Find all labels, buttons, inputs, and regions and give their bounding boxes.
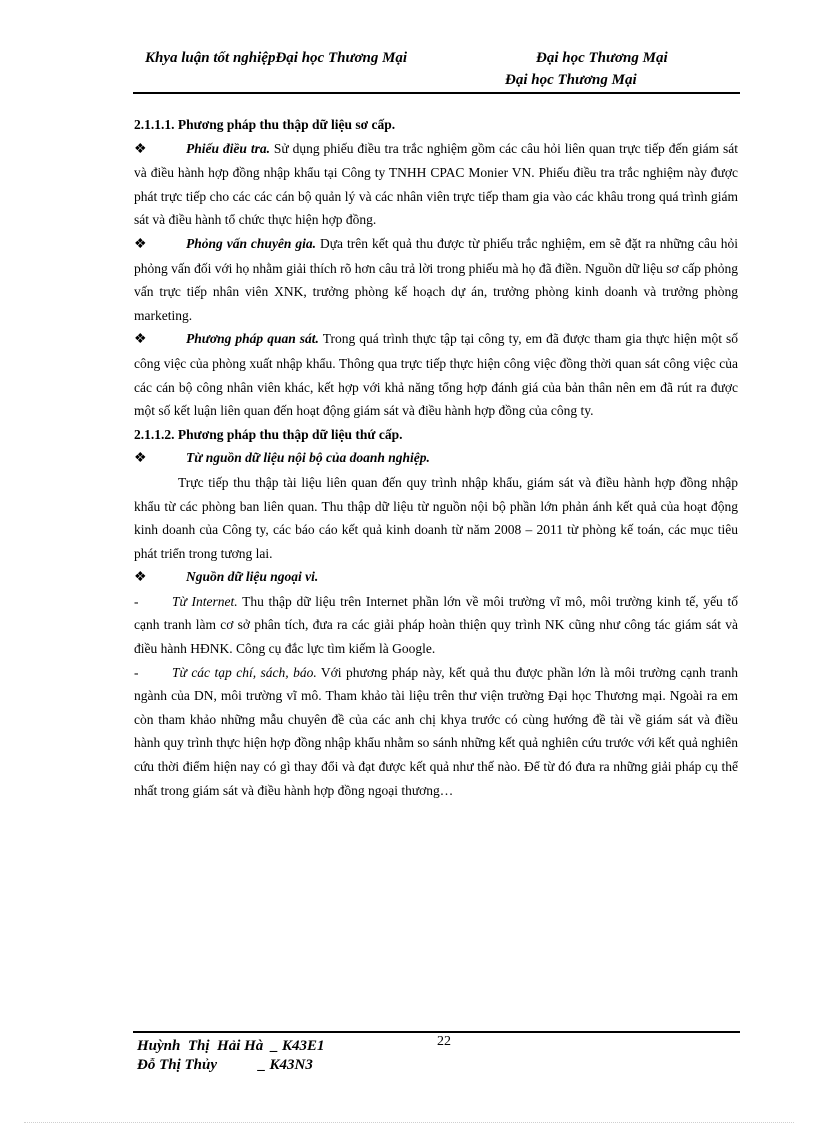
section-heading-primary-data: 2.1.1.1. Phương pháp thu thập dữ liệu sơ cấp. <box>134 117 396 132</box>
bullet-title-observation: Phương pháp quan sát. <box>186 331 319 347</box>
footer-author-2: Đỗ Thị Thủy _ K43N3 <box>137 1057 313 1073</box>
dash-title-internet: Từ Internet. <box>172 593 238 609</box>
footer-divider <box>133 1031 740 1033</box>
header-divider <box>133 92 740 94</box>
bullet-text-observation: Trong quá trình thực tập tại công ty, em đã được tham gia thực hiện một số công việc của phòng xuất nhập khẩu. Thông qua trực tiếp thực hiện công việc đồng thời quan sát công việc của các cán bộ công nhân viên khác, kết hợp với khả năng tổng hợp đánh giá của bản thân nên em đã rút ra được một số kết luận liên quan đến hoạt động giám sát và điều hành hợp đồng của công ty. <box>134 331 739 419</box>
bullet-paragraph-interview <box>134 232 738 327</box>
dash-paragraph-publications <box>134 661 738 803</box>
header-thesis-title: Khya luận tốt nghiệpĐại học Thương Mại <box>145 50 408 66</box>
diamond-bullet-icon: ❖ <box>134 451 147 467</box>
bullet-heading-external-source <box>134 565 738 590</box>
diamond-bullet-icon: ❖ <box>134 332 147 348</box>
bullet-title-survey: Phiếu điều tra. <box>186 140 270 156</box>
bullet-title-internal-source: Từ nguồn dữ liệu nội bộ của doanh nghiệp. <box>186 450 430 466</box>
dash-bullet: - <box>134 593 139 609</box>
dash-paragraph-internet <box>134 590 738 661</box>
diamond-bullet-icon: ❖ <box>134 236 147 252</box>
page-number: 22 <box>437 1034 451 1049</box>
paragraph-internal-source: Trực tiếp thu thập tài liệu liên quan đến quy trình nhập khẩu, giám sát và điều hành hợp đồng nhập khẩu từ các phòng ban liên quan. Thu thập dữ liệu từ nguồn nội bộ phần lớn phản ánh kết quả của hoạt động kinh doanh của Công ty, các báo cáo kết quả kinh doanh từ năm 2008 – 2011 từ phòng kế toán, các mục tiêu phát triển trong tương lai. <box>134 474 738 561</box>
diamond-bullet-icon: ❖ <box>134 570 147 586</box>
bullet-paragraph-observation <box>134 327 738 422</box>
bullet-title-interview: Phỏng vấn chuyên gia. <box>186 235 317 251</box>
dash-text-internet: Thu thập dữ liệu trên Internet phần lớn về môi trường vĩ mô, môi trường kinh tế, yếu tố cạnh tranh làm cơ sở phân tích, đưa ra các giải pháp hoàn thiện quy trình NK cũng như công tác giám sát và điều hành HĐNK. Công cụ đắc lực tìm kiếm là Google. <box>134 593 738 657</box>
footer-author-1: Huỳnh Thị Hải Hà _ K43E1 <box>137 1038 325 1054</box>
bullet-heading-internal-source <box>134 446 738 471</box>
diamond-bullet-icon: ❖ <box>134 141 147 157</box>
header-university-line1: Đại học Thương Mại <box>536 50 668 66</box>
bullet-title-external-source: Nguồn dữ liệu ngoại vi. <box>186 569 319 585</box>
dash-bullet: - <box>134 664 139 680</box>
document-body <box>134 113 738 802</box>
bullet-text-survey: Sử dụng phiếu điều tra trắc nghiệm gồm các câu hỏi liên quan trực tiếp đến giám sát và điều hành hợp đồng nhập khẩu tại Công ty TNHH CPAC Monier VN. Phiếu điều tra trắc nghiệm này được phát trực tiếp cho các các cán bộ quản lý và các nhân viên trực tiếp tham gia vào các khâu trong quá trình giám sát và điều hành tổ chức thực hiện hợp đồng. <box>134 140 739 228</box>
bullet-paragraph-survey <box>134 137 738 232</box>
dash-title-publications: Từ các tạp chí, sách, báo. <box>172 664 317 680</box>
bullet-text-interview: Dựa trên kết quả thu được từ phiếu trắc nghiệm, em sẽ đặt ra những câu hỏi phỏng vấn đối với họ nhằm giải thích rõ hơn câu trả lời trong phiếu mà họ đã điền. Nguồn dữ liệu sơ cấp phỏng vấn trực tiếp nhân viên XNK, trưởng phòng kế hoạch dự án, trưởng phòng kinh doanh và trưởng phòng marketing. <box>134 235 738 323</box>
header-university-line2: Đại học Thương Mại <box>505 72 637 88</box>
dash-text-publications: Với phương pháp này, kết quả thu được phần lớn là môi trường cạnh tranh ngành của DN, môi trường vĩ mô. Tham khảo tài liệu trên thư viện trường Đại học Thương mại. Ngoài ra em còn tham khảo những mẫu chuyên đề của các anh chị khya trước có cùng hướng đề tài về giám sát và điều hành quy trình thực hiện hợp đồng nhập khẩu nhằm so sánh những kết quả nghiên cứu trước với kết quả nghiên cứu thời điểm hiện nay có gì thay đổi và đạt được kết quả như thế nào. Để từ đó đưa ra những giải pháp cụ thể nhất trong giám sát và điều hành hợp đồng ngoại thương… <box>134 664 738 798</box>
section-heading-secondary-data: 2.1.1.2. Phương pháp thu thập dữ liệu thứ cấp. <box>134 426 403 442</box>
